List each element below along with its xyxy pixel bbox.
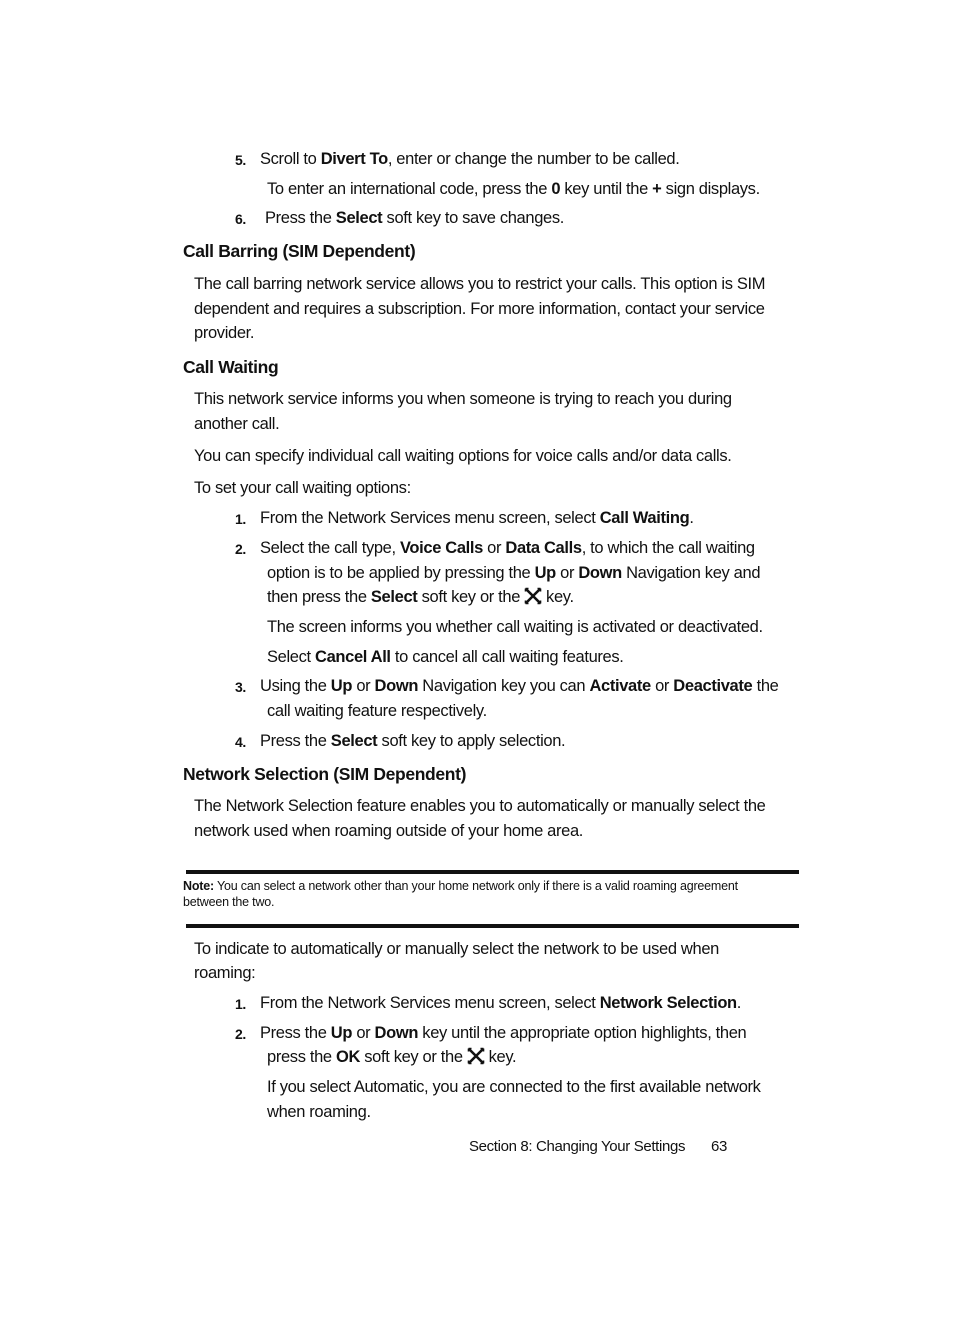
step-number: 2. — [235, 541, 246, 557]
paragraph-line: roaming: — [194, 964, 256, 982]
step-number: 5. — [235, 152, 246, 168]
section-heading: Network Selection (SIM Dependent) — [183, 764, 467, 784]
note-bottom-rule — [186, 924, 799, 928]
menu-key-icon — [467, 1047, 485, 1065]
paragraph-line: To indicate to automatically or manually select the network to be used when — [194, 940, 719, 958]
paragraph-line: dependent and requires a subscription. For more information, contact your service — [194, 300, 765, 318]
step-text: From the Network Services menu screen, select Call Waiting. — [260, 509, 694, 527]
step-detail: when roaming. — [267, 1103, 371, 1121]
step-text: Scroll to Divert To, enter or change the number to be called. — [260, 150, 680, 168]
note-line: Note: You can select a network other than your home network only if there is a valid roaming agreement — [183, 879, 738, 893]
paragraph-line: To set your call waiting options: — [194, 479, 411, 497]
step-text: option is to be applied by pressing the Up or Down Navigation key and — [267, 564, 761, 582]
note-line: between the two. — [183, 895, 275, 909]
paragraph-line: provider. — [194, 324, 255, 342]
menu-key-icon — [524, 587, 542, 605]
step-text: call waiting feature respectively. — [267, 702, 487, 720]
step-number: 3. — [235, 679, 246, 695]
paragraph-line: network used when roaming outside of your home area. — [194, 822, 584, 840]
step-text: Press the Select soft key to apply selection. — [260, 732, 566, 750]
step-number: 4. — [235, 734, 246, 750]
paragraph-line: another call. — [194, 415, 280, 433]
section-heading: Call Barring (SIM Dependent) — [183, 241, 416, 261]
paragraph-line: You can specify individual call waiting options for voice calls and/or data calls. — [194, 447, 732, 465]
step-text: press the OK soft key or the key. — [267, 1048, 517, 1066]
step-detail: Select Cancel All to cancel all call waiting features. — [267, 648, 624, 666]
step-detail: To enter an international code, press the 0 key until the + sign displays. — [267, 180, 760, 198]
paragraph-line: The Network Selection feature enables you to automatically or manually select the — [194, 797, 766, 815]
step-text: Using the Up or Down Navigation key you can Activate or Deactivate the — [260, 677, 779, 695]
paragraph-line: This network service informs you when someone is trying to reach you during — [194, 390, 732, 408]
step-text: Press the Up or Down key until the appropriate option highlights, then — [260, 1024, 747, 1042]
footer-section: Section 8: Changing Your Settings — [469, 1138, 686, 1155]
step-detail: If you select Automatic, you are connected to the first available network — [267, 1078, 761, 1096]
step-text: Select the call type, Voice Calls or Data Calls, to which the call waiting — [260, 539, 755, 557]
paragraph-line: The call barring network service allows you to restrict your calls. This option is SIM — [194, 275, 766, 293]
step-number: 1. — [235, 996, 246, 1012]
step-number: 6. — [235, 211, 246, 227]
step-text: From the Network Services menu screen, select Network Selection. — [260, 994, 742, 1012]
step-number: 2. — [235, 1026, 246, 1042]
step-detail: The screen informs you whether call waiting is activated or deactivated. — [267, 618, 763, 636]
section-heading: Call Waiting — [183, 357, 279, 377]
step-text: then press the Select soft key or the key. — [267, 588, 574, 606]
page-number: 63 — [711, 1138, 727, 1155]
step-number: 1. — [235, 511, 246, 527]
note-top-rule — [186, 870, 799, 874]
step-text: Press the Select soft key to save changes. — [265, 209, 564, 227]
